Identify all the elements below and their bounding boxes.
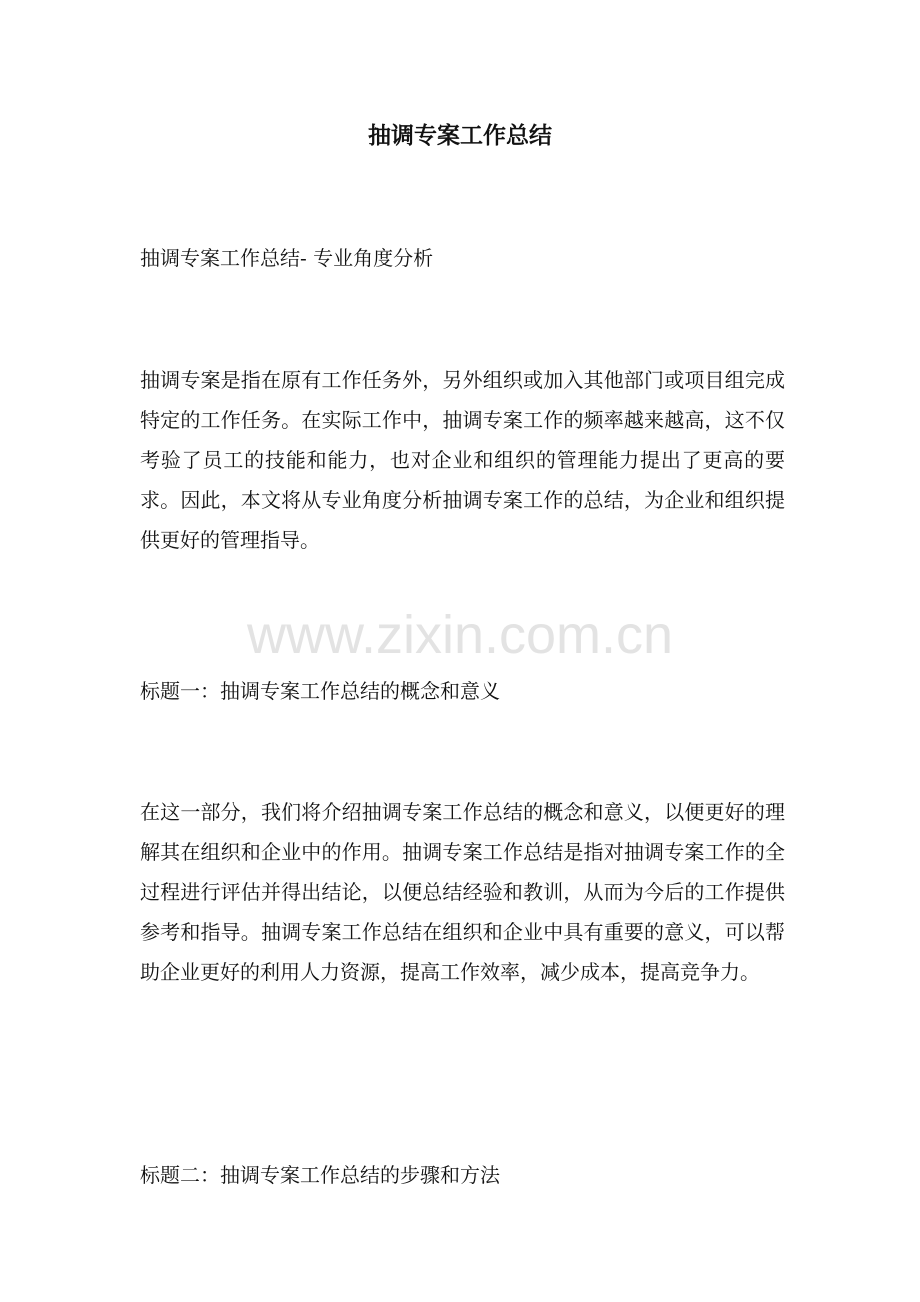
section2-heading: 标题二：抽调专案工作总结的步骤和方法 xyxy=(140,1163,500,1187)
document-subtitle: 抽调专案工作总结- 专业角度分析 xyxy=(140,246,434,270)
watermark-text: www.zixin.com.cn xyxy=(246,605,674,665)
section1-paragraph: 在这一部分，我们将介绍抽调专案工作总结的概念和意义，以便更好的理解其在组织和企业中的作用。抽调专案工作总结是指对抽调专案工作的全过程进行评估并得出结论，以便总结经验和教训，从而为今后的工作提供参考和指导。抽调专案工作总结在组织和企业中具有重要的意义，可以帮助企业更好的利用人力资源，提高工作效率，减少成本，提高竞争力。 xyxy=(140,800,785,984)
section1-heading: 标题一：抽调专案工作总结的概念和意义 xyxy=(140,679,500,703)
intro-paragraph: 抽调专案是指在原有工作任务外，另外组织或加入其他部门或项目组完成特定的工作任务。在实际工作中，抽调专案工作的频率越来越高，这不仅考验了员工的技能和能力，也对企业和组织的管理能力提出了更高的要求。因此，本文将从专业角度分析抽调专案工作的总结，为企业和组织提供更好的管理指导。 xyxy=(140,368,785,552)
document-title: 抽调专案工作总结 xyxy=(368,122,552,149)
